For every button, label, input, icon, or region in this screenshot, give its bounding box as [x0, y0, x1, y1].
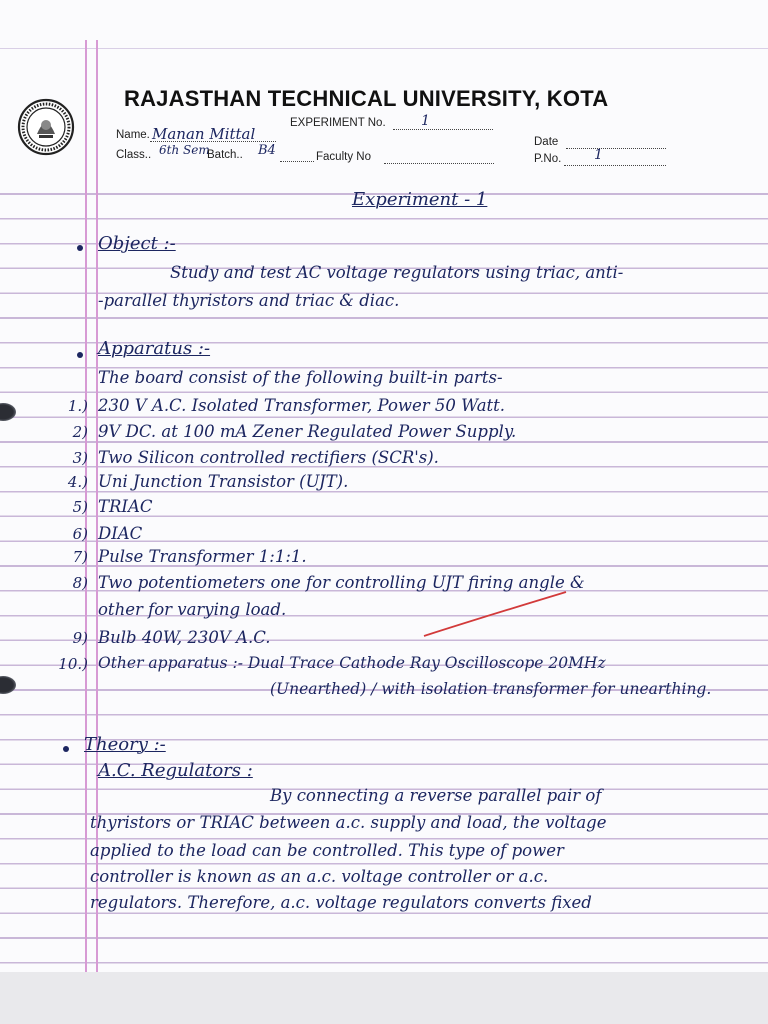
- university-title: RAJASTHAN TECHNICAL UNIVERSITY, KOTA: [124, 86, 609, 111]
- apparatus-item-number: 3): [72, 449, 88, 467]
- date-dotted-line: [566, 148, 666, 149]
- apparatus-item: DIAC: [98, 524, 143, 543]
- apparatus-item-continuation: other for varying load.: [98, 600, 287, 619]
- apparatus-item: Other apparatus :- Dual Trace Cathode Ray Oscilloscope 20MHz: [98, 654, 606, 672]
- theory-heading: Theory :-: [84, 734, 166, 755]
- apparatus-item: 230 V A.C. Isolated Transformer, Power 50 Watt.: [98, 396, 506, 415]
- pno-dotted-line: [564, 165, 666, 166]
- binder-hole: [0, 403, 16, 421]
- apparatus-item-number: 5): [72, 498, 88, 516]
- apparatus-item: Two potentiometers one for controlling UJT firing angle &: [98, 573, 585, 592]
- batch-label: Batch..: [207, 149, 243, 161]
- batch-value: B4: [258, 143, 276, 158]
- apparatus-item-number: 7): [72, 548, 88, 566]
- experiment-label: EXPERIMENT No.: [290, 117, 386, 129]
- apparatus-heading: Apparatus :-: [98, 338, 211, 359]
- binder-hole: [0, 676, 16, 694]
- apparatus-item: 9V DC. at 100 mA Zener Regulated Power Supply.: [98, 422, 517, 441]
- apparatus-item-number: 9): [72, 629, 88, 647]
- apparatus-item: Two Silicon controlled rectifiers (SCR's).: [98, 448, 439, 467]
- bullet: [77, 352, 83, 358]
- apparatus-item: Uni Junction Transistor (UJT).: [98, 472, 349, 491]
- apparatus-item: Bulb 40W, 230V A.C.: [98, 628, 271, 647]
- regulators-heading: A.C. Regulators :: [98, 760, 253, 781]
- theory-line: applied to the load can be controlled. This type of power: [90, 841, 564, 860]
- theory-line: controller is known as an a.c. voltage controller or a.c.: [90, 867, 549, 886]
- apparatus-item-number: 6): [72, 525, 88, 543]
- object-line-1: Study and test AC voltage regulators using triac, anti-: [170, 263, 624, 282]
- apparatus-item-number: 1.): [67, 397, 88, 415]
- apparatus-intro: The board consist of the following built-in parts-: [98, 368, 503, 387]
- theory-line: By connecting a reverse parallel pair of: [270, 786, 602, 805]
- pno-label: P.No.: [534, 153, 562, 165]
- experiment-dotted-line: [393, 129, 493, 130]
- name-label: Name.: [116, 129, 150, 141]
- page-bottom-edge: [0, 972, 768, 1024]
- page-number: 1: [594, 147, 603, 163]
- bullet: [77, 245, 83, 251]
- apparatus-item-number: 8): [72, 574, 88, 592]
- class-value: 6th Sem: [159, 143, 210, 157]
- apparatus-item: Pulse Transformer 1:1:1.: [98, 547, 307, 566]
- apparatus-item: TRIAC: [98, 497, 153, 516]
- object-line-2: -parallel thyristors and triac & diac.: [98, 291, 400, 310]
- experiment-number: 1: [421, 113, 430, 129]
- object-heading: Object :-: [98, 233, 176, 254]
- student-name: Manan Mittal: [152, 125, 256, 143]
- red-annotation-stroke: [420, 588, 570, 640]
- theory-line: thyristors or TRIAC between a.c. supply and load, the voltage: [90, 813, 607, 832]
- bullet: [63, 746, 69, 752]
- apparatus-item-continuation: (Unearthed) / with isolation transformer for unearthing.: [270, 680, 712, 698]
- theory-line: regulators. Therefore, a.c. voltage regulators converts fixed: [90, 893, 592, 912]
- apparatus-item-number: 2): [72, 423, 88, 441]
- faculty-dotted-line: [384, 163, 494, 164]
- batch-dotted-line: [280, 161, 314, 162]
- date-label: Date: [534, 136, 559, 148]
- apparatus-item-number: 4.): [67, 473, 88, 491]
- top-rule: [0, 48, 768, 49]
- apparatus-item-number: 10.): [58, 655, 88, 673]
- faculty-label: Faculty No: [316, 151, 371, 163]
- university-seal-icon: [17, 98, 75, 156]
- experiment-title: Experiment - 1: [352, 189, 488, 210]
- class-label: Class..: [116, 149, 152, 161]
